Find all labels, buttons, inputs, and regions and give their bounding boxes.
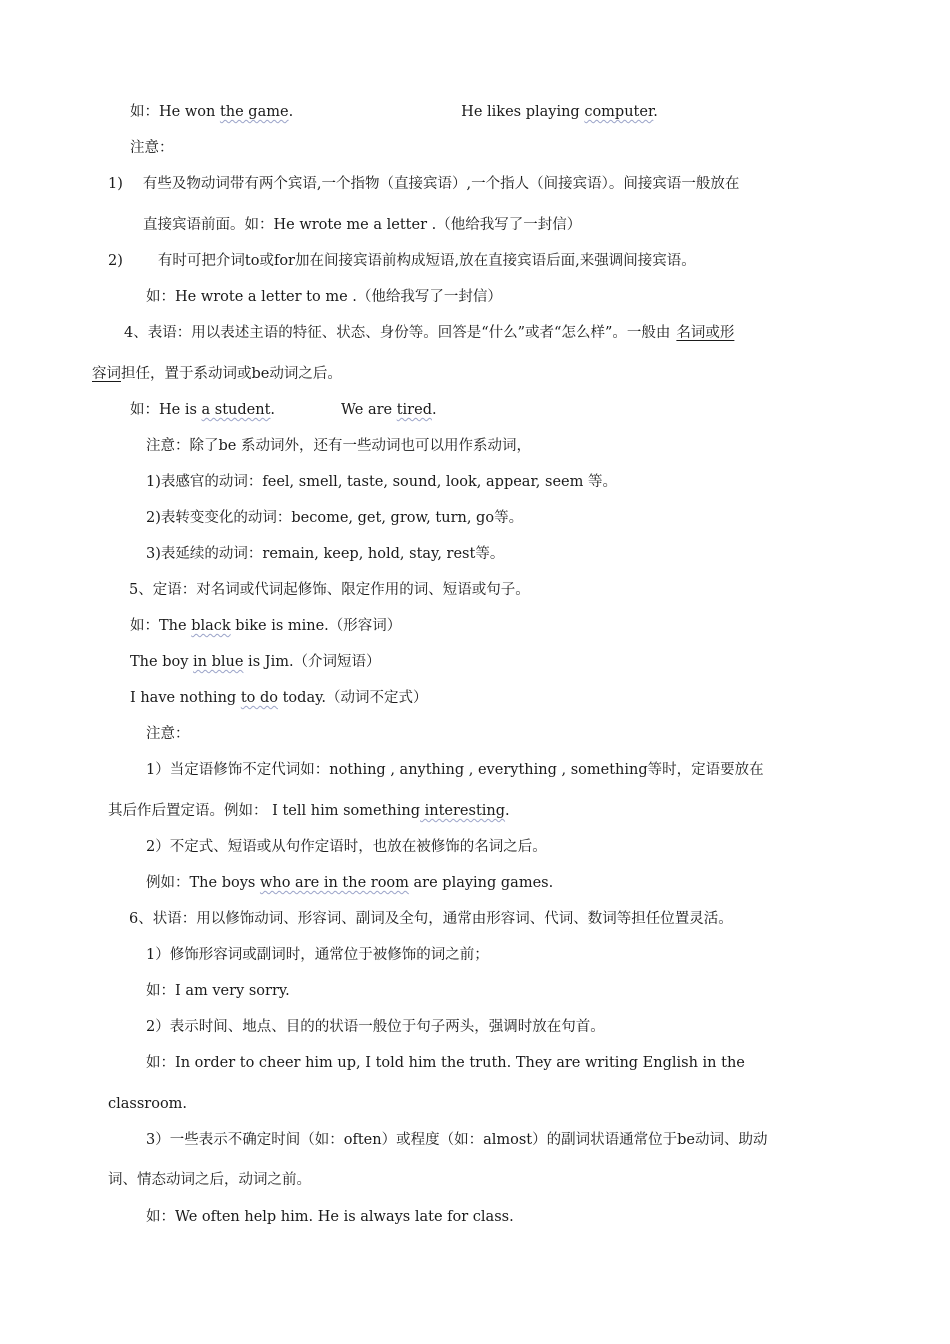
example-line [130,652,381,672]
underlined-term: 名词或形 [676,325,735,341]
list-text: 1）当定语修饰不定代词如：nothing , anything , everything , something等时，定语要放在 [146,762,764,778]
section-heading-predicative [124,323,734,343]
list-text: 3）一些表示不确定时间（如：often）或程度（如：almost）的副词状语通常位于be动词、助动 [146,1132,768,1148]
example-text: I have nothing [130,690,241,706]
list-text: 2)表转变变化的动词：become, get, grow, turn, go等。 [146,510,524,526]
paragraph-line [108,801,510,821]
list-item [146,544,504,564]
note-line [146,436,531,456]
example-line [130,616,401,636]
section-text: 5、定语：对名词或代词起修饰、限定作用的词、短语或句子。 [129,582,530,598]
example-line [146,1053,745,1073]
punctuation: . [270,402,276,418]
list-item [146,1130,767,1150]
predicative-phrase: a student [201,402,271,418]
example-text: 如：He won [130,104,220,120]
note-item-2 [108,251,696,271]
example-text: 如：I am very sorry. [146,983,290,999]
section-heading-adverbial [129,909,733,929]
note-heading [130,138,174,158]
underlined-term: 容词 [92,366,121,382]
example-text: are playing games. [408,875,554,891]
predicative-phrase: tired [396,402,432,418]
note-text: 注意： [130,140,174,156]
example-line [146,287,502,307]
list-text: 1)表感官的动词：feel, smell, taste, sound, look, appear, seem 等。 [146,474,617,490]
example-text: 如：He is [130,402,202,418]
item-text: 有些及物动词带有两个宾语,一个指物（直接宾语）,一个指人（间接宾语）。间接宾语一般放在 [142,176,740,192]
example-line [130,102,658,122]
item-number: 2) [108,253,123,269]
list-item [146,472,617,492]
paragraph-text: 担任，置于系动词或be动词之后。 [121,366,342,382]
example-line [108,1094,187,1114]
example-text: He likes playing [461,104,585,120]
paragraph-line [92,364,342,384]
paragraph-text: 其后作后置定语。例如： I tell him something [108,803,420,819]
attributive-word: black [191,618,231,634]
example-text: 如：He wrote a letter to me .（他给我写了一封信） [146,289,502,305]
attributive-phrase: to do [240,690,278,706]
example-text: 如：The [130,618,192,634]
list-item [146,508,523,528]
attributive-phrase: in blue [193,654,244,670]
example-text: is Jim.（介词短语） [243,654,381,670]
example-text: today.（动词不定式） [278,690,428,706]
paragraph-line [108,1170,311,1190]
item-text: 有时可把介词to或for加在间接宾语前构成短语,放在直接宾语后面,来强调间接宾语。 [157,253,696,269]
object-phrase: the game [219,104,289,120]
punctuation: . [505,803,510,819]
example-line [130,688,427,708]
note-item-1 [108,174,739,194]
list-item [146,1017,605,1037]
example-text: bike is mine.（形容词） [230,618,402,634]
example-text: We are [341,402,397,418]
note-text: 注意：除了be 系动词外，还有一些动词也可以用作系动词， [146,438,531,454]
list-text: 2）不定式、短语或从句作定语时，也放在被修饰的名词之后。 [146,839,547,855]
example-text: The boy [130,654,194,670]
example-text: 例如：The boys [146,875,260,891]
example-line [130,400,437,420]
paragraph-text: 词、情态动词之后，动词之前。 [108,1172,311,1188]
example-text: classroom. [108,1096,188,1112]
list-text: 1）修饰形容词或副词时，通常位于被修饰的词之前； [146,947,489,963]
example-line [146,1207,514,1227]
list-text: 3)表延续的动词：remain, keep, hold, stay, rest等。 [146,546,505,562]
attributive-clause: who are in the room [259,875,409,891]
paragraph-text: 直接宾语前面。如：He wrote me a letter .（他给我写了一封信） [143,217,582,233]
section-text: 4、表语：用以表述主语的特征、状态、身份等。回答是“什么”或者“怎么样”。一般由 [124,325,671,341]
list-item [146,760,764,780]
list-item [146,837,547,857]
example-line [146,981,290,1001]
punctuation: . [653,104,658,120]
section-text: 6、状语：用以修饰动词、形容词、副词及全句，通常由形容词、代词、数词等担任位置灵活。 [129,911,733,927]
punctuation: . [431,402,437,418]
object-phrase: computer [584,104,654,120]
example-text: 如：We often help him. He is always late for class. [146,1209,514,1225]
example-text: 如：In order to cheer him up, I told him the truth. They are writing English in the [146,1055,745,1071]
note-text: 注意： [146,726,190,742]
punctuation: . [288,104,294,120]
note-heading [146,724,190,744]
list-text: 2）表示时间、地点、目的的状语一般位于句子两头，强调时放在句首。 [146,1019,605,1035]
paragraph-line [143,215,581,235]
example-line [146,873,553,893]
section-heading-attributive [129,580,530,600]
attributive-word: interesting [420,803,506,819]
list-item [146,945,489,965]
item-number: 1) [108,176,123,192]
